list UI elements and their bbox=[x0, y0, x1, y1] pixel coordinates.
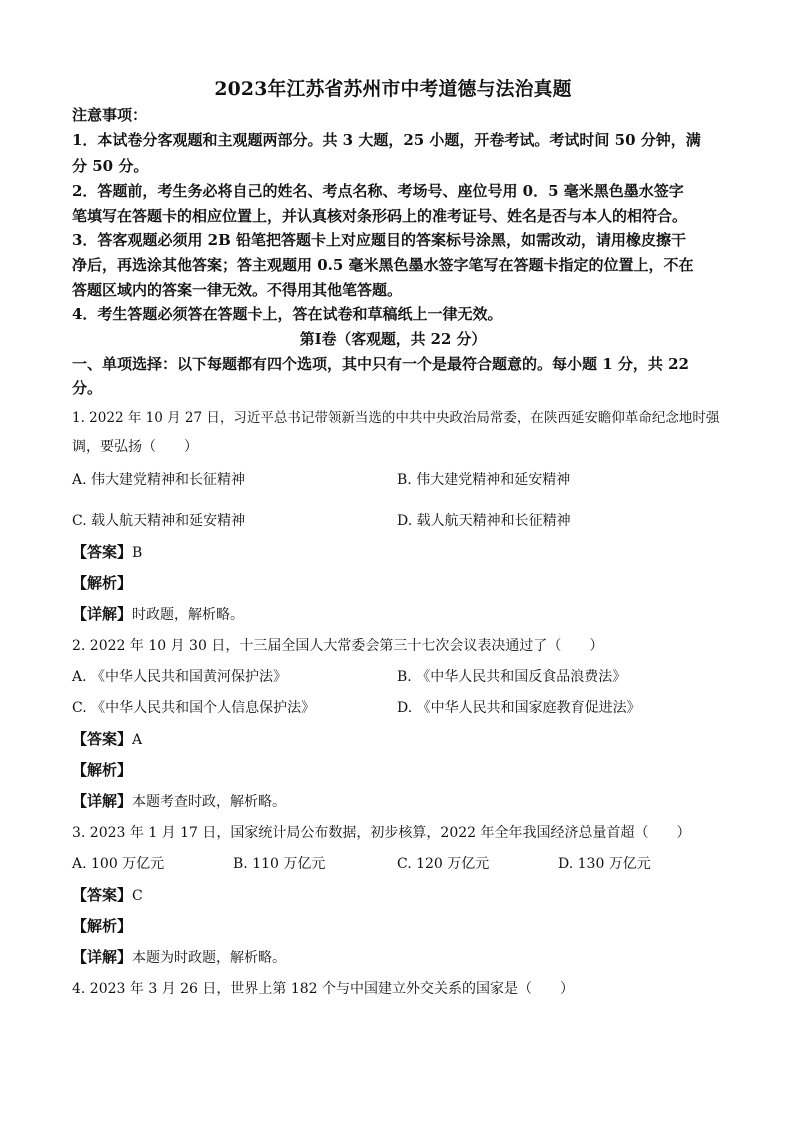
detail-label: 【详解】 bbox=[72, 948, 133, 966]
notice-line-4: 笔填写在答题卡的相应位置上，并认真核对条形码上的准考证号、姓名是否与本人的相符合。 bbox=[72, 207, 688, 225]
answer-value: C bbox=[132, 888, 143, 904]
question-1-stem-line-2: 调，要弘扬（ ） bbox=[72, 439, 198, 455]
question-3-analysis-label: 【解析】 bbox=[72, 917, 133, 935]
notice-line-3: 2．答题前，考生务必将自己的姓名、考点名称、考场号、座位号用 0．5 毫米黑色墨水签字 bbox=[72, 182, 684, 200]
question-3-answer bbox=[72, 884, 143, 905]
question-1-option-d: D. 载人航天精神和长征精神 bbox=[397, 513, 571, 529]
notice-line-7: 答题区域内的答案一律无效。不得用其他笔答题。 bbox=[72, 281, 403, 299]
question-1-option-a: A. 伟大建党精神和长征精神 bbox=[72, 472, 246, 488]
question-1-option-b: B. 伟大建党精神和延安精神 bbox=[397, 472, 571, 488]
section-instruction-1: 一、单项选择：以下每题都有四个选项，其中只有一个是最符合题意的。每小题 1 分，共 22 bbox=[72, 355, 689, 373]
answer-value: B bbox=[132, 545, 143, 561]
question-3-option-b: B. 110 万亿元 bbox=[233, 856, 326, 872]
section-title: 第Ⅰ卷（客观题，共 22 分） bbox=[299, 330, 487, 348]
question-3-detail bbox=[72, 946, 286, 967]
detail-label: 【详解】 bbox=[72, 605, 133, 623]
notice-heading: 注意事项： bbox=[72, 106, 148, 124]
question-1-answer bbox=[72, 541, 142, 562]
question-1-option-c: C. 载人航天精神和延安精神 bbox=[72, 513, 246, 529]
notice-line-1: 1．本试卷分客观题和主观题两部分。共 3 大题，25 小题，开卷考试。考试时间 50 分钟，满 bbox=[72, 131, 701, 149]
detail-text: 时政题，解析略。 bbox=[132, 607, 245, 623]
question-1-stem-line-1: 1. 2022 年 10 月 27 日，习近平总书记带领新当选的中共中央政治局常委，在陕西延安瞻仰革命纪念地时强 bbox=[72, 410, 720, 426]
notice-line-6: 净后，再选涂其他答案；答主观题用 0.5 毫米黑色墨水签字笔写在答题卡指定的位置上，不在 bbox=[72, 256, 694, 274]
question-2-option-b: B. 《中华人民共和国反食品浪费法》 bbox=[397, 669, 627, 685]
section-instruction-2: 分。 bbox=[72, 379, 103, 397]
answer-label: 【答案】 bbox=[72, 543, 133, 561]
question-1-analysis-label: 【解析】 bbox=[72, 574, 133, 592]
detail-label: 【详解】 bbox=[72, 792, 133, 810]
question-2-option-d: D. 《中华人民共和国家庭教育促进法》 bbox=[397, 700, 641, 716]
question-2-option-c: C. 《中华人民共和国个人信息保护法》 bbox=[72, 700, 316, 716]
answer-value: A bbox=[132, 732, 143, 748]
page-title: 2023年江苏省苏州市中考道德与法治真题 bbox=[214, 78, 572, 100]
notice-line-8: 4．考生答题必须答在答题卡上，答在试卷和草稿纸上一律无效。 bbox=[72, 305, 503, 323]
question-2-analysis-label: 【解析】 bbox=[72, 761, 133, 779]
question-3-option-d: D. 130 万亿元 bbox=[558, 856, 651, 872]
answer-label: 【答案】 bbox=[72, 886, 133, 904]
question-1-detail bbox=[72, 603, 244, 624]
answer-label: 【答案】 bbox=[72, 730, 133, 748]
question-2-option-a: A. 《中华人民共和国黄河保护法》 bbox=[72, 669, 288, 685]
question-2-stem: 2. 2022 年 10 月 30 日，十三届全国人大常委会第三十七次会议表决通过了（ ） bbox=[72, 638, 604, 654]
detail-text: 本题考查时政，解析略。 bbox=[132, 794, 287, 810]
question-3-stem: 3. 2023 年 1 月 17 日，国家统计局公布数据，初步核算，2022 年全年我国经济总量首超（ ） bbox=[72, 825, 691, 841]
question-3-option-c: C. 120 万亿元 bbox=[397, 856, 490, 872]
detail-text: 本题为时政题，解析略。 bbox=[132, 950, 287, 966]
question-2-detail bbox=[72, 790, 286, 811]
question-2-answer bbox=[72, 728, 142, 749]
notice-line-5: 3．答客观题必须用 2B 铅笔把答题卡上对应题目的答案标号涂黑，如需改动，请用橡皮擦干 bbox=[72, 231, 687, 249]
notice-line-2: 分 50 分。 bbox=[72, 157, 149, 175]
question-3-option-a: A. 100 万亿元 bbox=[72, 856, 165, 872]
question-4-stem: 4. 2023 年 3 月 26 日，世界上第 182 个与中国建立外交关系的国家是（ ） bbox=[72, 981, 575, 997]
